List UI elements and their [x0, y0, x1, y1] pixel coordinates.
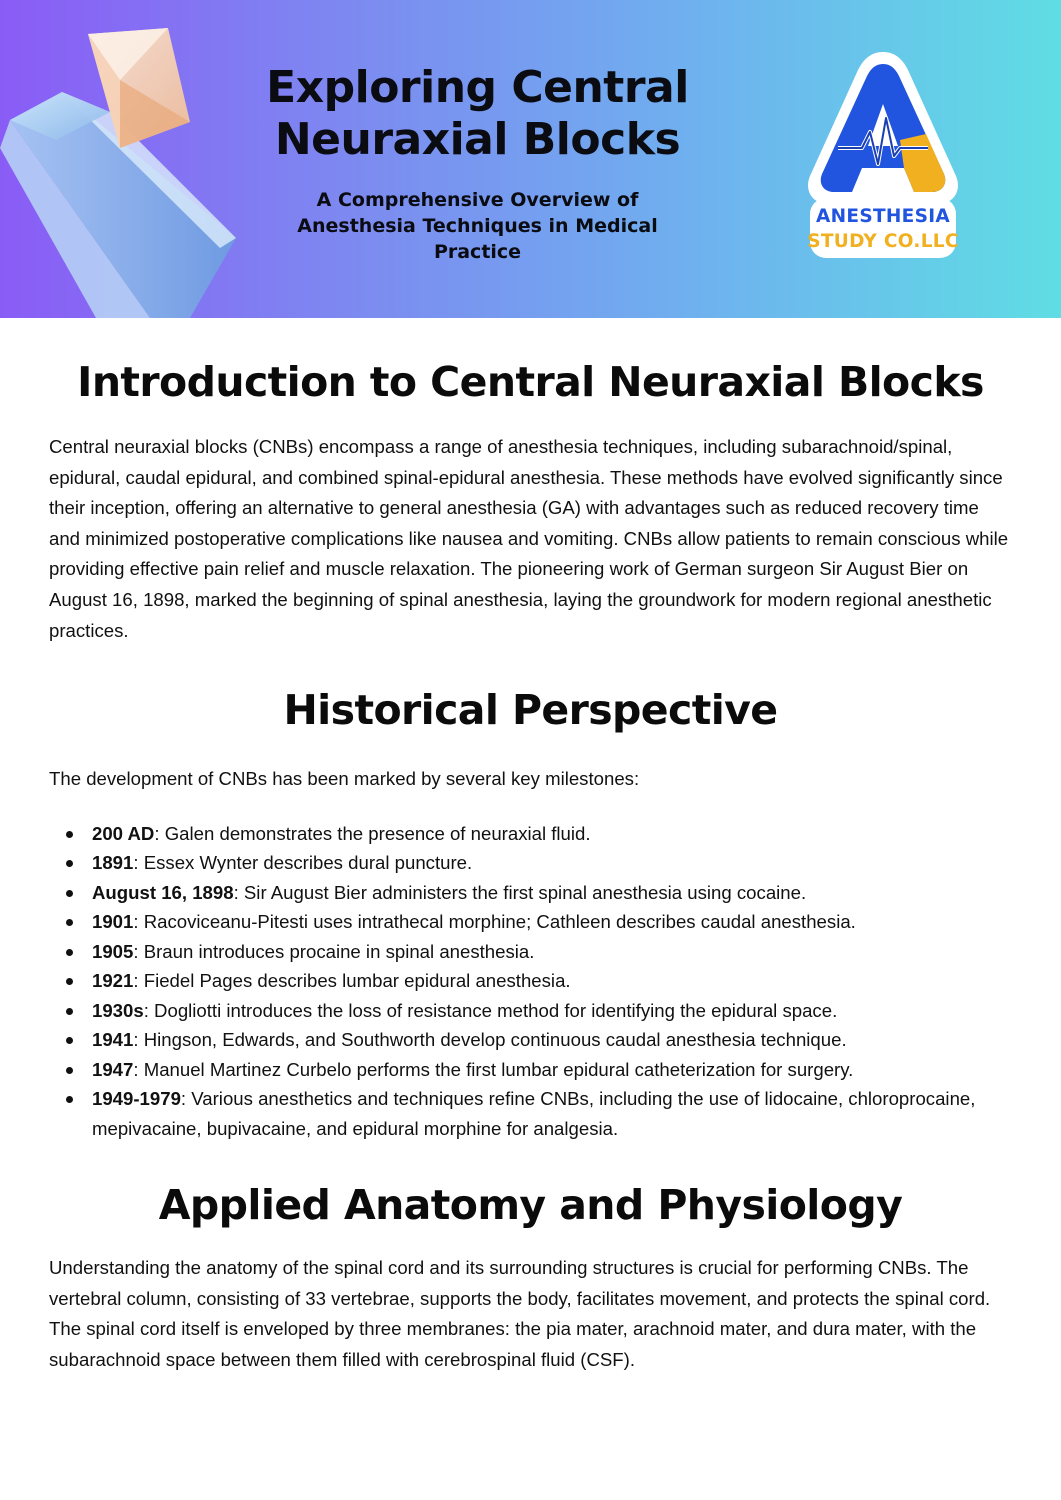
milestone-text: : Essex Wynter describes dural puncture.: [133, 852, 473, 874]
company-logo: [804, 48, 962, 260]
document-title: Exploring Central Neuraxial Blocks: [266, 62, 689, 165]
milestone-text: : Dogliotti introduces the loss of resistance method for identifying the epidural space.: [143, 999, 838, 1021]
list-item: [49, 848, 1012, 878]
milestone-date: 200 AD: [92, 822, 155, 844]
milestone-text: : Sir August Bier administers the first spinal anesthesia using cocaine.: [233, 881, 807, 903]
logo-text-anesthesia: ANESTHESIA: [815, 206, 951, 227]
list-item: [49, 1055, 1012, 1085]
milestone-text: : Braun introduces procaine in spinal anesthesia.: [133, 940, 535, 962]
milestone-date: 1905: [92, 940, 134, 962]
list-item: [49, 878, 1012, 908]
milestone-text: : Hingson, Edwards, and Southworth develop continuous caudal anesthesia technique.: [133, 1029, 847, 1051]
list-item: [49, 1025, 1012, 1055]
list-item: [49, 937, 1012, 967]
list-item: [49, 819, 1012, 849]
anatomy-paragraph: Understanding the anatomy of the spinal cord and its surrounding structures is crucial for performing CNBs. The vertebral column, consisting of 33 vertebrae, supports the body, facilitates movement, and protects the spinal cord. The spinal cord itself is enveloped by three membranes: the pia mater, arachnoid mater, and dura mater, with the subarachnoid space between them filled with cerebrospinal fluid (CSF).: [49, 1257, 991, 1371]
list-item: [49, 996, 1012, 1026]
milestone-date: 1949-1979: [92, 1088, 181, 1110]
milestone-text: : Fiedel Pages describes lumbar epidural anesthesia.: [133, 970, 571, 992]
list-item: [49, 966, 1012, 996]
milestone-date: 1891: [92, 852, 134, 874]
introduction-paragraph: Central neuraxial blocks (CNBs) encompass a range of anesthesia techniques, including subarachnoid/spinal, epidural, caudal epidural, and combined spinal-epidural anesthesia. These methods have evolved significantly since their inception, offering an alternative to general anesthesia (GA) with advantages such as reduced recovery time and minimized postoperative complications like nausea and vomiting. CNBs allow patients to remain conscious while providing effective pain relief and muscle relaxation. The pioneering work of German surgeon Sir August Bier on August 16, 1898, marked the beginning of spinal anesthesia, laying the groundwork for modern regional anesthetic practices.: [49, 436, 1009, 641]
milestone-date: 1930s: [92, 999, 144, 1021]
milestone-list: [49, 819, 1012, 1144]
section-heading-history: Historical Perspective: [283, 686, 778, 735]
logo-a-mark-icon: [804, 48, 962, 208]
document-subtitle: A Comprehensive Overview of Anesthesia Techniques in Medical Practice: [297, 189, 658, 263]
main-content: [49, 330, 1012, 1376]
milestone-date: August 16, 1898: [92, 881, 234, 903]
history-lead-text: The development of CNBs has been marked by several key milestones:: [49, 768, 640, 790]
milestone-text: : Manuel Martinez Curbelo performs the first lumbar epidural catheterization for surgery.: [133, 1058, 854, 1080]
logo-text-study-co: STUDY CO.LLC: [807, 231, 959, 252]
milestone-text: : Various anesthetics and techniques refine CNBs, including the use of lidocaine, chloroprocaine, mepivacaine, bupivacaine, and epidural morphine for analgesia.: [92, 1088, 976, 1139]
milestone-text: : Galen demonstrates the presence of neuraxial fluid.: [154, 822, 591, 844]
milestone-date: 1921: [92, 970, 134, 992]
list-item: [49, 1084, 1012, 1143]
milestone-date: 1947: [92, 1058, 134, 1080]
milestone-date: 1901: [92, 911, 134, 933]
section-heading-introduction: Introduction to Central Neuraxial Blocks: [77, 358, 984, 406]
milestone-text: : Racoviceanu-Pitesti uses intrathecal morphine; Cathleen describes caudal anesthesia.: [133, 911, 856, 933]
section-heading-anatomy: Applied Anatomy and Physiology: [158, 1181, 903, 1230]
list-item: [49, 907, 1012, 937]
milestone-date: 1941: [92, 1029, 134, 1051]
header-banner: [0, 0, 1061, 318]
